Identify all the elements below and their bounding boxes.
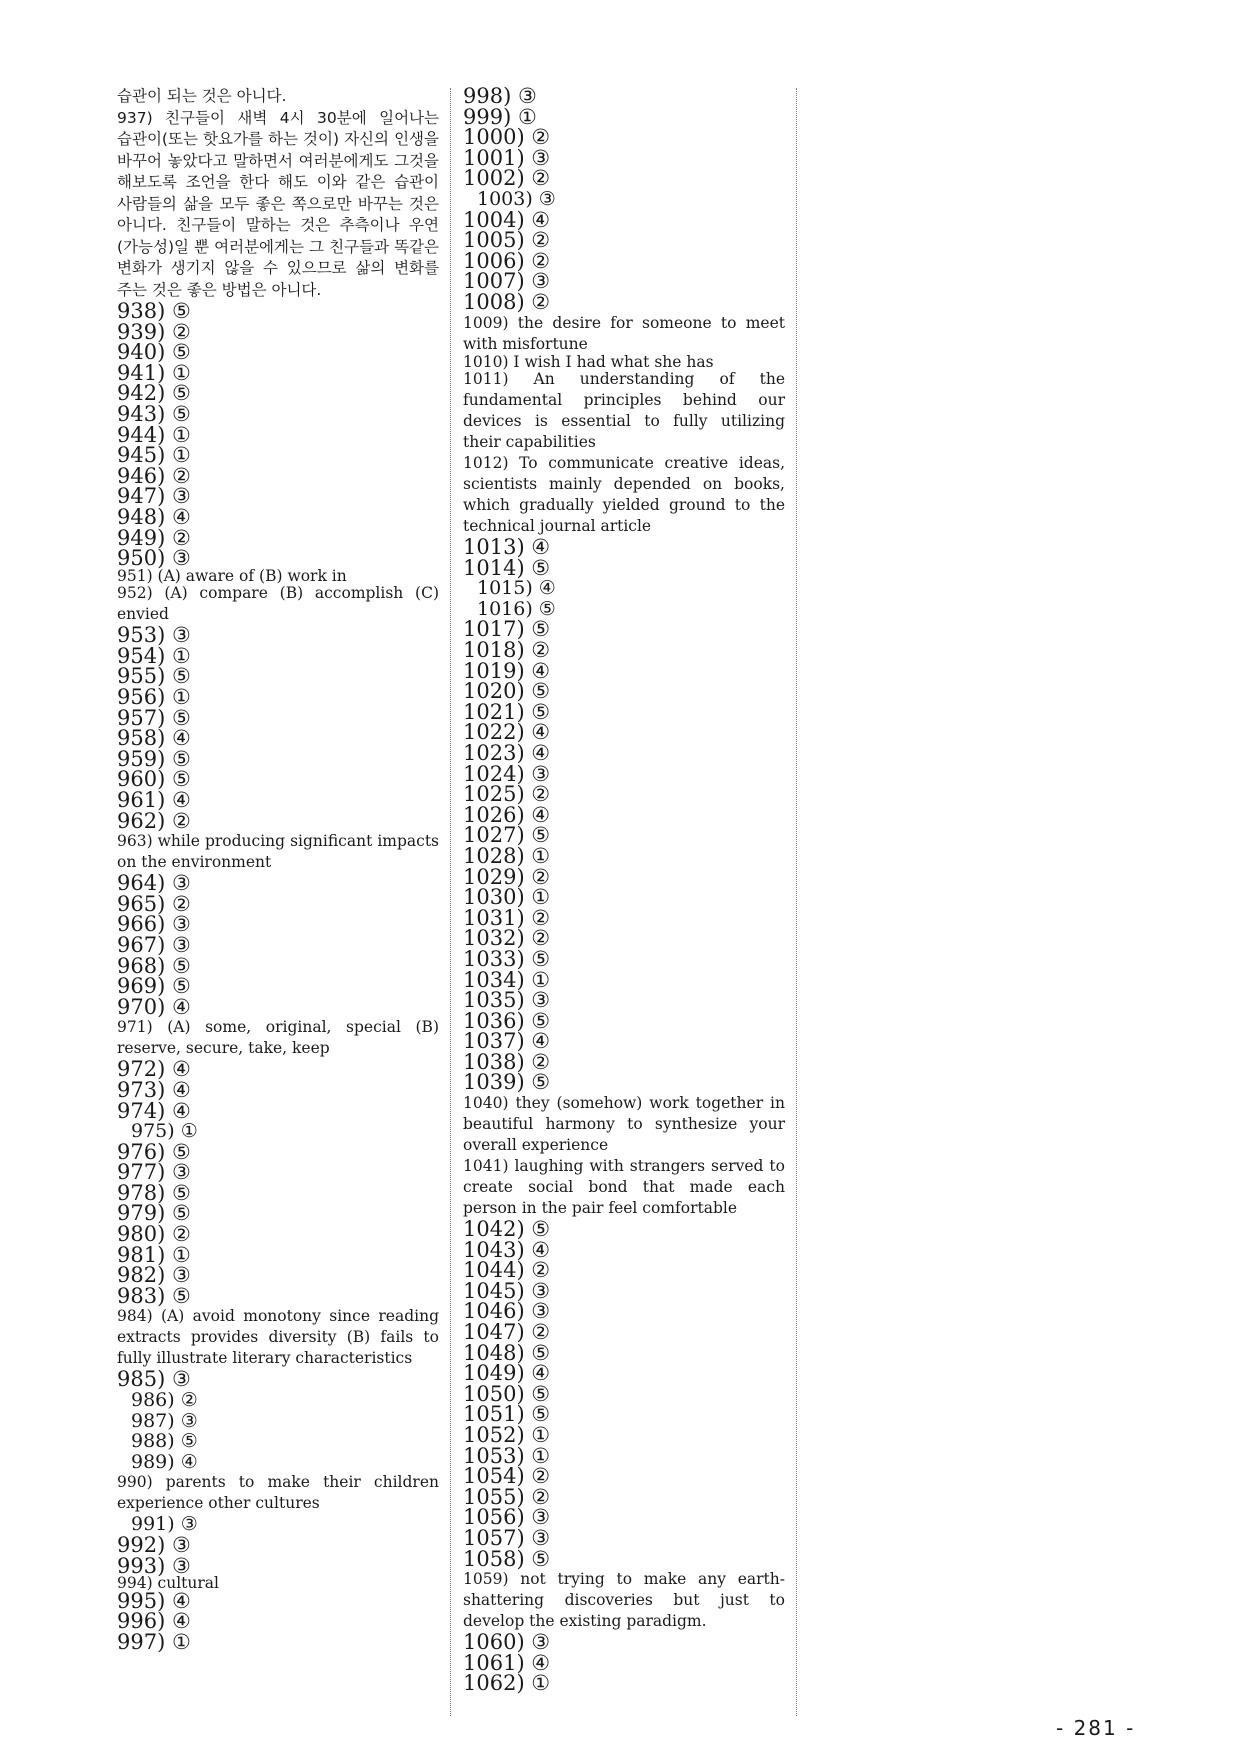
page-number: - 281 - (1056, 1716, 1136, 1740)
answer-item: 989) ④ (131, 1450, 198, 1473)
answer-item: 995) ④ (117, 1588, 191, 1613)
answer-item: 1002) ② (463, 166, 551, 191)
answer-item: 945) ① (117, 443, 191, 468)
answer-item: 1007) ③ (463, 269, 551, 294)
answer-item: 942) ⑤ (117, 381, 191, 406)
answer-text: 963) while producing significant impacts on the environment (117, 832, 439, 872)
answer-item: 957) ⑤ (117, 705, 191, 730)
answer-item: 1046) ③ (463, 1299, 551, 1324)
answer-item: 950) ③ (117, 546, 191, 571)
answer-item: 943) ⑤ (117, 401, 191, 426)
answer-item: 1036) ⑤ (463, 1008, 551, 1033)
answer-item: 1060) ③ (463, 1630, 551, 1655)
answer-item: 1030) ① (463, 885, 551, 910)
answer-item: 1028) ① (463, 843, 551, 868)
answer-item: 1000) ② (463, 125, 551, 150)
answer-item: 1020) ⑤ (463, 679, 551, 704)
answer-item: 1027) ⑤ (463, 823, 551, 848)
answer-item: 998) ③ (463, 84, 537, 108)
answer-item: 1019) ④ (463, 658, 551, 683)
answer-text: 1011) An understanding of the fundamental principles behind our devices is essential to fully utilizing their capabilities (463, 370, 785, 452)
answer-item: 960) ⑤ (117, 767, 191, 792)
column-divider-right (796, 88, 797, 1716)
answer-item: 949) ② (117, 525, 191, 550)
answer-item: 985) ③ (117, 1367, 191, 1392)
answer-item: 962) ② (117, 808, 191, 833)
answer-text: 990) parents to make their children experience other cultures (117, 1473, 439, 1513)
answer-item: 1003) ③ (477, 187, 556, 210)
answer-item: 1001) ③ (463, 145, 551, 170)
answer-item: 980) ② (117, 1222, 191, 1247)
answer-item: 1006) ② (463, 248, 551, 273)
answer-item: 1061) ④ (463, 1650, 551, 1675)
answer-item: 1031) ② (463, 905, 551, 930)
answer-item: 996) ④ (117, 1609, 191, 1634)
answer-item: 1044) ② (463, 1258, 551, 1283)
answer-item: 1058) ⑤ (463, 1546, 551, 1571)
answer-item: 1052) ① (463, 1423, 551, 1447)
answer-item: 987) ③ (131, 1409, 198, 1432)
answer-item: 1035) ③ (463, 988, 551, 1013)
answer-item: 1026) ④ (463, 802, 551, 827)
answer-item: 1008) ② (463, 289, 551, 314)
answer-item: 1037) ④ (463, 1029, 551, 1054)
answer-item: 1032) ② (463, 926, 551, 951)
answer-item: 1022) ④ (463, 720, 551, 745)
answer-item: 1013) ④ (463, 535, 551, 560)
answer-item: 1054) ② (463, 1464, 551, 1489)
answer-item: 967) ③ (117, 932, 191, 957)
answer-text: 1012) To communicate creative ideas, scientists mainly depended on books, which gradually yielded ground to the technical journal article (463, 454, 785, 536)
answer-item: 1048) ⑤ (463, 1340, 551, 1365)
answer-text: 984) (A) avoid monotony since reading extracts provides diversity (B) fails to fully illustrate literary characteristics (117, 1307, 439, 1368)
answer-item: 977) ③ (117, 1160, 191, 1185)
answer-item: 975) ① (131, 1120, 198, 1143)
answer-item: 972) ④ (117, 1057, 191, 1082)
answer-item: 1018) ② (463, 638, 551, 662)
answer-text: 1041) laughing with strangers served to create social bond that made each person in the pair feel comfortable (463, 1157, 785, 1218)
answer-item: 1034) ① (463, 967, 551, 992)
answer-item: 941) ① (117, 360, 191, 385)
answer-item: 986) ② (131, 1389, 198, 1412)
answer-item: 1005) ② (463, 228, 551, 253)
answer-item: 970) ④ (117, 994, 191, 1019)
answer-item: 997) ① (117, 1629, 191, 1654)
answer-item: 1038) ② (463, 1049, 551, 1074)
answer-item: 1047) ② (463, 1320, 551, 1345)
answer-item: 1043) ④ (463, 1237, 551, 1262)
answer-item: 947) ③ (117, 484, 191, 509)
answer-item: 1017) ⑤ (463, 617, 551, 642)
answer-item: 966) ③ (117, 912, 191, 937)
answer-item: 968) ⑤ (117, 953, 191, 978)
answer-item: 1029) ② (463, 864, 551, 889)
answer-text: 1009) the desire for someone to meet with misfortune (463, 313, 785, 353)
answer-item: 944) ① (117, 422, 191, 447)
answer-item: 1024) ③ (463, 761, 551, 786)
answer-item: 1025) ② (463, 782, 551, 807)
answer-item: 979) ⑤ (117, 1201, 191, 1226)
answer-text: 습관이 되는 것은 아니다. (117, 87, 287, 105)
answer-item: 1053) ① (463, 1443, 551, 1468)
answer-item: 948) ④ (117, 504, 191, 529)
answer-item: 955) ⑤ (117, 664, 191, 689)
answer-item: 1039) ⑤ (463, 1070, 551, 1095)
answer-item: 1062) ① (463, 1671, 551, 1696)
answer-item: 954) ① (117, 643, 191, 668)
answer-column-right (463, 86, 785, 1694)
answer-item: 978) ⑤ (117, 1180, 191, 1205)
answer-item: 953) ③ (117, 623, 191, 648)
answer-item: 1056) ③ (463, 1505, 551, 1530)
answer-text: 951) (A) aware of (B) work in (117, 566, 347, 585)
answer-item: 982) ③ (117, 1263, 191, 1288)
answer-item: 1045) ③ (463, 1278, 551, 1303)
answer-item: 1016) ⑤ (477, 597, 556, 620)
answer-item: 965) ② (117, 891, 191, 916)
answer-item: 1050) ⑤ (463, 1381, 551, 1406)
answer-item: 988) ⑤ (131, 1430, 198, 1453)
answer-item: 981) ① (117, 1242, 191, 1267)
answer-item: 1033) ⑤ (463, 946, 551, 971)
answer-item: 991) ③ (131, 1513, 198, 1536)
answer-item: 1015) ④ (477, 577, 556, 600)
answer-item: 946) ② (117, 463, 191, 488)
answer-item: 964) ③ (117, 871, 191, 896)
answer-item: 1057) ③ (463, 1525, 551, 1550)
answer-item: 992) ③ (117, 1533, 191, 1557)
answer-text: 1059) not trying to make any earth-shattering discoveries but just to develop the existing paradigm. (463, 1570, 785, 1631)
answer-item: 976) ⑤ (117, 1139, 191, 1164)
answer-item: 958) ④ (117, 726, 191, 751)
answer-item: 1042) ⑤ (463, 1217, 551, 1242)
answer-item: 939) ② (117, 319, 191, 344)
answer-item: 1014) ⑤ (463, 555, 551, 580)
answer-item: 961) ④ (117, 787, 191, 812)
answer-item: 956) ① (117, 685, 191, 709)
answer-text: 952) (A) compare (B) accomplish (C) envied (117, 584, 439, 624)
answer-item: 969) ⑤ (117, 974, 191, 999)
column-divider (450, 88, 451, 1716)
answer-item: 959) ⑤ (117, 746, 191, 771)
answer-text: 1010) I wish I had what she has (463, 352, 714, 371)
answer-text: 994) cultural (117, 1574, 219, 1593)
answer-item: 940) ⑤ (117, 340, 191, 365)
answer-item: 1049) ④ (463, 1361, 551, 1386)
answer-item: 1051) ⑤ (463, 1402, 551, 1427)
answer-item: 938) ⑤ (117, 299, 191, 323)
answer-item: 973) ④ (117, 1077, 191, 1102)
answer-item: 1004) ④ (463, 207, 551, 232)
answer-text: 937) 친구들이 새벽 4시 30분에 일어나는 습관이(또는 핫요가를 하는 것이) 자신의 인생을 바꾸어 놓았다고 말하면서 여러분에게도 그것을 해보도록 조언을 한다 해도 이와 같은 습관이 사람들의 삶을 모두 좋은 쪽으로만 바꾸는 것은 아니다. 친구들이 말하는 것은 추측이나 우연(가능성)일 뿐 여러분에게는 그 친구들과 똑같은 변화가 생기지 않을 수 있으므로 삶의 변화를 주는 것은 좋은 방법은 아니다. (117, 108, 439, 299)
answer-item: 1023) ④ (463, 740, 551, 765)
answer-item: 993) ③ (117, 1553, 191, 1578)
answer-item: 983) ⑤ (117, 1283, 191, 1308)
answer-column-left (117, 86, 439, 1652)
answer-item: 1021) ⑤ (463, 699, 551, 724)
answer-item: 1055) ② (463, 1484, 551, 1509)
answer-item: 974) ④ (117, 1098, 191, 1123)
answer-text: 1040) they (somehow) work together in beautiful harmony to synthesize your overall experience (463, 1094, 785, 1155)
answer-text: 971) (A) some, original, special (B) reserve, secure, take, keep (117, 1018, 439, 1058)
answer-item: 999) ① (463, 104, 537, 129)
